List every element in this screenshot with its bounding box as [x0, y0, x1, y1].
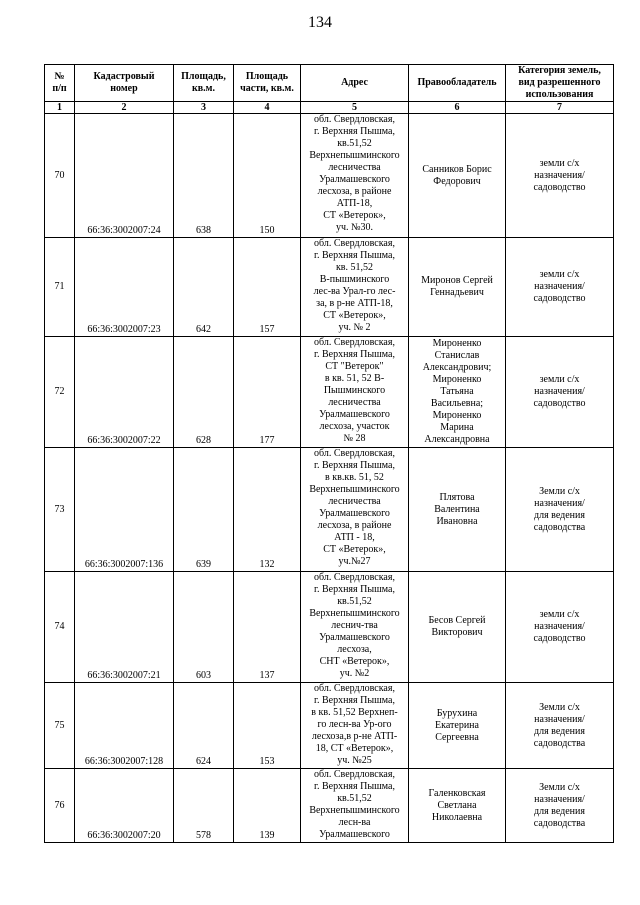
column-number: 5	[301, 102, 409, 114]
address: обл. Свердловская, г. Верхняя Пышма, в кв. 51,52 Верхнеп- го лесн-ва Ур-ого лесхоза,в р-не АТП- 18, СТ «Ветерок», уч. №25	[301, 683, 409, 769]
part-area: 132	[234, 448, 301, 572]
row-number: 70	[45, 114, 75, 238]
owner: Бурухина Екатерина Сергеевна	[409, 683, 506, 769]
area: 628	[174, 337, 234, 448]
header-row	[45, 65, 614, 102]
owner: Бесов Сергей Викторович	[409, 572, 506, 683]
row-number: 74	[45, 572, 75, 683]
header-area: Площадь, кв.м.	[174, 65, 234, 102]
address: обл. Свердловская, г. Верхняя Пышма, кв.51,52 Верхнепышминского лесничества Уралмашевского лесхоза, в районе АТП-18, СТ «Ветерок», уч. №30.	[301, 114, 409, 238]
header-cadastral-number: Кадастровый номер	[75, 65, 174, 102]
cadastral-number: 66:36:3002007:128	[75, 683, 174, 769]
land-category: Земли с/х назначения/ для ведения садоводства	[506, 769, 614, 843]
cadastral-number: 66:36:3002007:22	[75, 337, 174, 448]
owner: Миронов Сергей Геннадьевич	[409, 238, 506, 337]
area: 639	[174, 448, 234, 572]
column-number: 3	[174, 102, 234, 114]
cadastral-number: 66:36:3002007:136	[75, 448, 174, 572]
column-number: 4	[234, 102, 301, 114]
part-area: 153	[234, 683, 301, 769]
cadastral-number: 66:36:3002007:21	[75, 572, 174, 683]
land-category: Земли с/х назначения/ для ведения садоводства	[506, 683, 614, 769]
column-number-row	[45, 102, 614, 114]
table-row	[45, 683, 614, 769]
cadastral-number: 66:36:3002007:24	[75, 114, 174, 238]
land-category: земли с/х назначения/ садоводство	[506, 337, 614, 448]
table-row	[45, 337, 614, 448]
land-registry-table	[44, 64, 614, 843]
part-area: 150	[234, 114, 301, 238]
header-land-category: Категория земель, вид разрешенного использования	[506, 65, 614, 102]
row-number: 71	[45, 238, 75, 337]
land-category: земли с/х назначения/ садоводство	[506, 114, 614, 238]
header-row-number: № п/п	[45, 65, 75, 102]
area: 603	[174, 572, 234, 683]
area: 624	[174, 683, 234, 769]
land-category: земли с/х назначения/ садоводство	[506, 238, 614, 337]
column-number: 7	[506, 102, 614, 114]
area: 578	[174, 769, 234, 843]
land-category: Земли с/х назначения/ для ведения садоводства	[506, 448, 614, 572]
table-row	[45, 448, 614, 572]
owner: Плятова Валентина Ивановна	[409, 448, 506, 572]
column-number: 6	[409, 102, 506, 114]
table-row	[45, 114, 614, 238]
cadastral-number: 66:36:3002007:20	[75, 769, 174, 843]
header-part-area: Площадь части, кв.м.	[234, 65, 301, 102]
address: обл. Свердловская, г. Верхняя Пышма, кв. 51,52 В-пышминского лес-ва Урал-го лес- за, в р-не АТП-18, СТ «Ветерок», уч. № 2	[301, 238, 409, 337]
page-number: 134	[308, 14, 332, 31]
table-row	[45, 769, 614, 843]
owner: Галенковская Светлана Николаевна	[409, 769, 506, 843]
owner: Санников Борис Федорович	[409, 114, 506, 238]
land-category: земли с/х назначения/ садоводство	[506, 572, 614, 683]
cadastral-number: 66:36:3002007:23	[75, 238, 174, 337]
header-address: Адрес	[301, 65, 409, 102]
row-number: 76	[45, 769, 75, 843]
owner: Мироненко Станислав Александрович; Мироненко Татьяна Васильевна; Мироненко Марина Александровна	[409, 337, 506, 448]
part-area: 177	[234, 337, 301, 448]
address: обл. Свердловская, г. Верхняя Пышма, СТ "Ветерок" в кв. 51, 52 В- Пышминского лесничества Уралмашевского лесхоза, участок № 28	[301, 337, 409, 448]
row-number: 75	[45, 683, 75, 769]
part-area: 139	[234, 769, 301, 843]
column-number: 2	[75, 102, 174, 114]
row-number: 73	[45, 448, 75, 572]
table-row	[45, 572, 614, 683]
part-area: 157	[234, 238, 301, 337]
area: 642	[174, 238, 234, 337]
row-number: 72	[45, 337, 75, 448]
table-row	[45, 238, 614, 337]
area: 638	[174, 114, 234, 238]
header-owner: Правообладатель	[409, 65, 506, 102]
address: обл. Свердловская, г. Верхняя Пышма, кв.51,52 Верхнепышминского леснич-тва Уралмашевского лесхоза, СНТ «Ветерок», уч. №2	[301, 572, 409, 683]
address: обл. Свердловская, г. Верхняя Пышма, в кв.кв. 51, 52 Верхнепышминского лесничества Уралмашевского лесхоза, в районе АТП - 18, СТ «Ветерок», уч.№27	[301, 448, 409, 572]
column-number: 1	[45, 102, 75, 114]
address: обл. Свердловская, г. Верхняя Пышма, кв.51,52 Верхнепышминского лесн-ва Уралмашевского	[301, 769, 409, 843]
part-area: 137	[234, 572, 301, 683]
